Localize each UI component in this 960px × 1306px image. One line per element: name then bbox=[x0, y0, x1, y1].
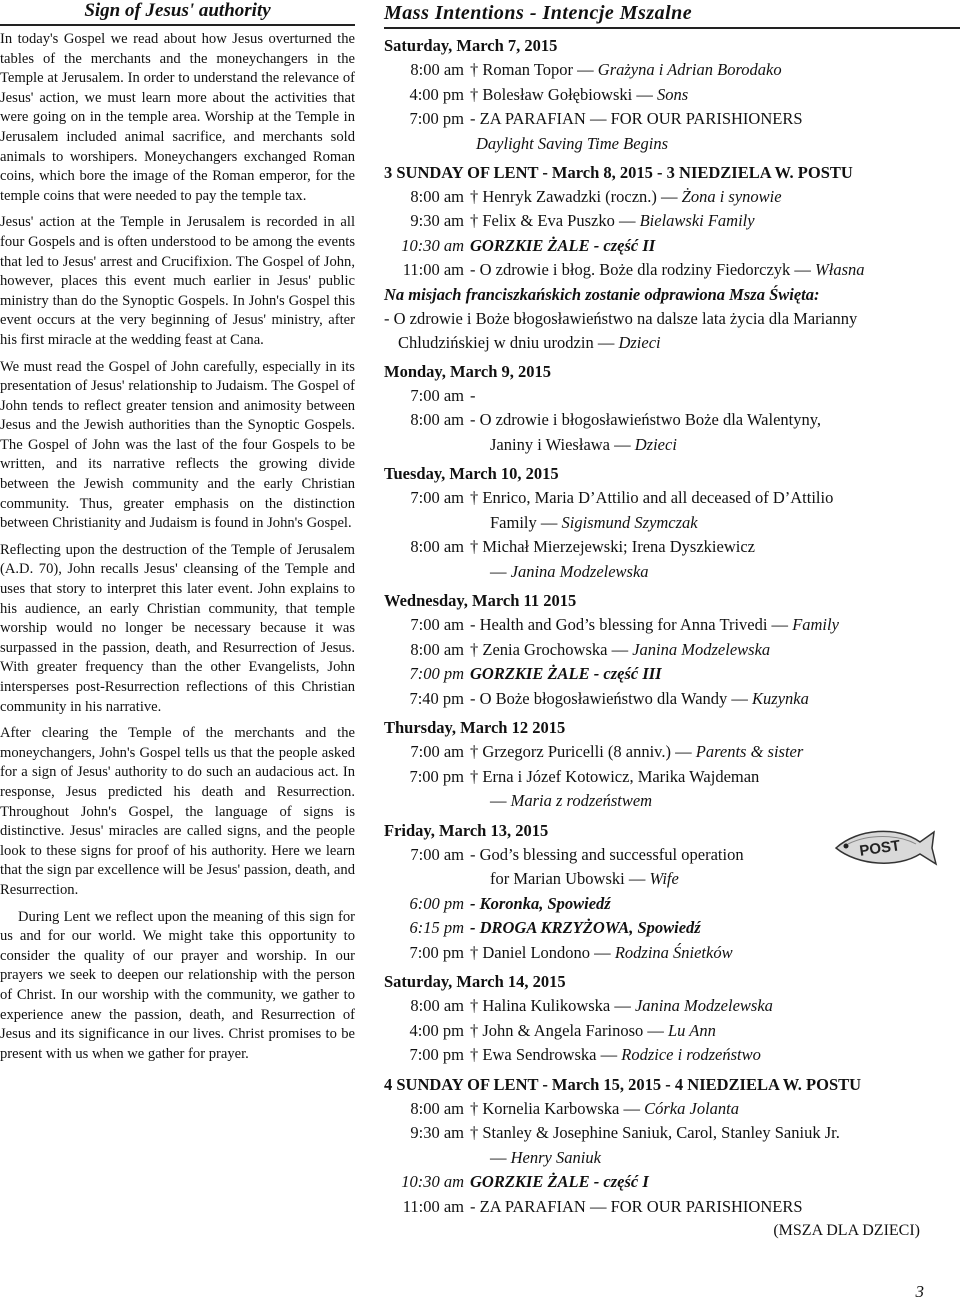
mass-time: 7:00 pm bbox=[409, 766, 464, 786]
mass-intention: † Kornelia Karbowska — bbox=[470, 1098, 645, 1118]
mass-entry bbox=[384, 994, 960, 1019]
missions-line bbox=[384, 331, 960, 355]
mass-donor: Parents & sister bbox=[695, 742, 804, 761]
mass-time: 7:00 am bbox=[410, 844, 464, 864]
article-paragraph: During Lent we reflect upon the meaning of this sign for us and for our world. We might take this opportunity to consider the quality of our prayer and worship. In our prayers we seek to deepen our relationship with the person of Christ. In our worship with the community, we gather to experience anew the passion, death, and Resurrection of Jesus and its significance in our lives. Christ promises to be present with us when we gather for prayer. bbox=[0, 908, 355, 1062]
mass-entry-continuation bbox=[384, 433, 960, 458]
mass-time: 4:00 pm bbox=[409, 1020, 464, 1040]
mass-intention: - ZA PARAFIAN — FOR OUR PARISHIONERS bbox=[470, 1196, 803, 1216]
mass-intention: — bbox=[490, 561, 511, 581]
mass-intention: † Enrico, Maria D’Attilio and all deceased of D’Attilio bbox=[470, 488, 834, 507]
mass-intention: † Felix & Eva Puszko — bbox=[470, 211, 640, 230]
mass-intention: - O zdrowie i błog. Boże dla rodziny Fiedorczyk — bbox=[470, 260, 816, 279]
mass-entry bbox=[384, 384, 960, 409]
mass-donor: Sigismund Szymczak bbox=[561, 512, 698, 532]
mass-donor: Sons bbox=[657, 84, 689, 104]
day-heading: 4 SUNDAY OF LENT - March 15, 2015 - 4 NIEDZIELA W. POSTU bbox=[384, 1074, 862, 1094]
mass-donor: Maria z rodzeństwem bbox=[510, 791, 653, 810]
mass-donor: Córka Jolanta bbox=[644, 1098, 739, 1118]
mass-intention: † Stanley & Josephine Saniuk, Carol, Stanley Saniuk Jr. bbox=[470, 1123, 840, 1142]
mass-intention: — bbox=[490, 1147, 511, 1167]
mass-intention: Family — bbox=[490, 512, 562, 532]
mass-intention: † Bolesław Gołębiowski — bbox=[470, 84, 657, 104]
closing-note: (MSZA DLA DZIECI) bbox=[773, 1222, 920, 1239]
mass-time: 7:00 am bbox=[410, 385, 464, 405]
mass-entry bbox=[384, 486, 960, 511]
mass-intention: - ZA PARAFIAN — FOR OUR PARISHIONERS bbox=[470, 109, 803, 128]
mass-intention: GORZKIE ŻALE - część III bbox=[470, 664, 662, 683]
mass-intention: † Erna i Józef Kotowicz, Marika Wajdeman bbox=[470, 766, 760, 786]
article-body bbox=[0, 30, 355, 1064]
fish-label: POST bbox=[858, 837, 902, 860]
mass-donor: Rodzice i rodzeństwo bbox=[621, 1045, 761, 1064]
day-section bbox=[384, 589, 960, 711]
mass-donor: Lu Ann bbox=[668, 1020, 716, 1040]
mass-intention: † Ewa Sendrowska — bbox=[470, 1045, 622, 1064]
page-number: 3 bbox=[915, 1282, 924, 1301]
day-section bbox=[384, 360, 960, 458]
day-heading: Saturday, March 14, 2015 bbox=[384, 972, 566, 991]
day-heading: Monday, March 9, 2015 bbox=[384, 361, 551, 381]
mass-intention: † Michał Mierzejewski; Irena Dyszkiewicz bbox=[470, 537, 755, 556]
day-section bbox=[384, 1073, 960, 1244]
mass-intention: - Health and God’s blessing for Anna Trivedi — bbox=[470, 615, 793, 634]
mass-entry bbox=[384, 234, 960, 259]
mass-intention: GORZKIE ŻALE - część II bbox=[470, 235, 656, 255]
mass-intentions-title bbox=[384, 0, 960, 29]
mass-time: 6:00 pm bbox=[409, 893, 464, 913]
mass-time: 7:00 am bbox=[410, 742, 464, 761]
mass-entry bbox=[384, 687, 960, 712]
right-column bbox=[384, 0, 960, 1243]
mass-donor: Janina Modzelewska bbox=[510, 561, 649, 581]
mass-entry bbox=[384, 613, 960, 638]
day-heading: Friday, March 13, 2015 bbox=[384, 820, 549, 840]
mass-entry bbox=[384, 1170, 960, 1195]
mass-entry bbox=[384, 1195, 960, 1220]
mass-entry bbox=[384, 1043, 960, 1068]
mass-entry-continuation bbox=[384, 1146, 960, 1171]
day-section bbox=[384, 716, 960, 814]
mass-entry bbox=[384, 941, 960, 966]
mass-time: 8:00 am bbox=[410, 996, 464, 1015]
mass-entry bbox=[384, 1097, 960, 1122]
mass-time: 10:30 am bbox=[401, 235, 464, 255]
mass-intention: - God’s blessing and successful operation bbox=[470, 844, 744, 864]
mass-time: 8:00 am bbox=[410, 60, 464, 79]
article-paragraph: After clearing the Temple of the merchants and the moneychangers, John's Gospel tells us that the people asked for a sign of Jesus' authority to do such an audacious act. In response, Jesus predicted his death and Resurrection. Throughout John's Gospel, the language of signs is distinctive. Jesus' miracles are called signs, and the people look to these signs for proof of his authority. Here we learn that the sign par excellence will be Jesus' passion, death, and Resurrection. bbox=[0, 725, 355, 898]
mass-entry bbox=[384, 58, 960, 83]
mass-time: 7:00 pm bbox=[409, 942, 464, 962]
mass-intention: - bbox=[470, 385, 476, 405]
mass-time: 9:30 am bbox=[410, 1123, 464, 1142]
mass-entry bbox=[384, 662, 960, 687]
mass-entry bbox=[384, 209, 960, 234]
article-paragraph: In today's Gospel we read about how Jesus overturned the tables of the merchants and the moneychangers in the Temple at Jerusalem. In order to understand the relevance of Jesus' action, we must learn more about the activities that were going on in the temple area. Worship at the Temple in Jerusalem included animal sacrifice, and merchants sold animals to worshipers. Moneychangers exchanged Roman coins, which bore the image of the Roman emperor, for the temple coins that were needed to pay the temple tax. bbox=[0, 31, 355, 204]
mass-intention: - O Boże błogosławieństwo dla Wandy — bbox=[470, 688, 753, 708]
mass-intention: Janiny i Wiesława — bbox=[490, 434, 635, 454]
day-heading: Wednesday, March 11 2015 bbox=[384, 591, 577, 610]
mass-time: 8:00 am bbox=[410, 639, 464, 659]
mass-time: 11:00 am bbox=[402, 1196, 464, 1216]
mass-intention: - Koronka, Spowiedź bbox=[470, 893, 611, 913]
mass-intention: GORZKIE ŻALE - część I bbox=[470, 1172, 649, 1191]
mass-intention: † Roman Topor — bbox=[470, 60, 598, 79]
day-heading: Thursday, March 12 2015 bbox=[384, 718, 566, 737]
mass-time: 6:15 pm bbox=[409, 918, 464, 937]
article-paragraph: Reflecting upon the destruction of the Temple of Jerusalem (A.D. 70), John recalls Jesus' cleansing of the Temple and uses that story to interpret this later event. John explains to his audience, an early Christian community, that temple worship would no longer be necessary because it was surpassed in the passion, death, and Resurrection of Jesus. With greater frequency than the other Evangelists, John intersperses post-Resurrection reflections of this Christian community in his narrative. bbox=[0, 541, 355, 715]
day-section bbox=[384, 970, 960, 1068]
missions-heading: Na misjach franciszkańskich zostanie odprawiona Msza Święta: bbox=[384, 284, 820, 304]
title-text: Mass Intentions - Intencje Mszalne bbox=[384, 2, 693, 24]
mass-time: 7:00 pm bbox=[409, 664, 464, 683]
mass-time: 8:00 am bbox=[410, 537, 464, 556]
left-column bbox=[0, 0, 355, 1071]
mass-time: 7:00 am bbox=[410, 488, 464, 507]
mass-intention: - O zdrowie i błogosławieństwo Boże dla Walentyny, bbox=[470, 410, 822, 429]
mass-time: 8:00 am bbox=[410, 186, 464, 206]
mass-donor: Kuzynka bbox=[752, 688, 809, 708]
mass-intention: for Marian Ubowski — bbox=[490, 869, 650, 888]
mass-time: 10:30 am bbox=[401, 1172, 464, 1191]
mass-entry bbox=[384, 258, 960, 283]
mass-entry-continuation bbox=[384, 560, 960, 585]
mass-intention: † Daniel Londono — bbox=[470, 942, 615, 962]
mass-donor: Dzieci bbox=[618, 332, 661, 352]
mass-donor: Własna bbox=[815, 260, 865, 279]
article-paragraph: We must read the Gospel of John carefully, especially in its presentation of Jesus' relationship to Judaism. The Gospel of John tends to reflect greater tension and animosity between Jesus and the Jewish authorities than the Synoptic Gospels. The Gospel of John was the last of the four Gospels to be written, and its narrative reflects the growing divide between the Jewish community and the early Christian community. Thus, greater emphasis on the distinction between Christianity and Judaism is found in John's Gospel. bbox=[0, 358, 355, 532]
mass-entry bbox=[384, 1019, 960, 1044]
mass-time: 7:00 am bbox=[410, 615, 464, 634]
day-section bbox=[384, 462, 960, 584]
mass-entry bbox=[384, 1121, 960, 1146]
day-section bbox=[384, 161, 960, 355]
mass-donor: Grażyna i Adrian Borodako bbox=[597, 60, 782, 79]
mass-intention: † John & Angela Farinoso — bbox=[470, 1020, 668, 1040]
mass-donor: Żona i synowie bbox=[681, 186, 782, 206]
mass-donor: Janina Modzelewska bbox=[634, 996, 773, 1015]
mass-donor: Family bbox=[792, 615, 839, 634]
mass-time: 7:00 pm bbox=[409, 1045, 464, 1064]
mass-time: 9:30 am bbox=[410, 211, 464, 230]
mass-entry bbox=[384, 408, 960, 433]
mass-time: 4:00 pm bbox=[409, 84, 464, 104]
mass-entry-continuation bbox=[384, 511, 960, 536]
mass-intention: † Grzegorz Puricelli (8 anniv.) — bbox=[470, 742, 696, 761]
mass-entry bbox=[384, 107, 960, 132]
mass-donor: Rodzina Śnietków bbox=[614, 942, 733, 962]
mass-entry bbox=[384, 535, 960, 560]
fish-post-icon bbox=[828, 822, 938, 872]
day-section bbox=[384, 34, 960, 156]
mass-entry bbox=[384, 740, 960, 765]
article-paragraph: Jesus' action at the Temple in Jerusalem is recorded in all four Gospels and is often understood to be among the events that led to Jesus' arrest and Crucifixion. The Gospel of John, however, places this event much earlier in Jesus' public ministry than do the Synoptic Gospels. In John's Gospel this event occurs at the very beginning of Jesus' ministry, after his first miracle at the wedding feast at Cana. bbox=[0, 214, 355, 348]
missions-text: - O zdrowie i Boże błogosławieństwo na dalsze lata życia dla Marianny bbox=[384, 308, 858, 328]
mass-entry-continuation bbox=[384, 789, 960, 814]
mass-time: 8:00 am bbox=[410, 1098, 464, 1118]
article-title: Sign of Jesus' authority bbox=[0, 0, 355, 26]
mass-donor: Wife bbox=[649, 869, 679, 888]
mass-time: 8:00 am bbox=[410, 410, 464, 429]
mass-time: 7:00 pm bbox=[409, 109, 464, 128]
mass-entry bbox=[384, 638, 960, 663]
mass-time: 7:40 pm bbox=[409, 688, 464, 708]
mass-intention: † Henryk Zawadzki (roczn.) — bbox=[470, 186, 682, 206]
missions-line bbox=[384, 307, 960, 331]
mass-intention: † Zenia Grochowska — bbox=[470, 639, 633, 659]
mass-donor: Dzieci bbox=[634, 434, 677, 454]
mass-entry bbox=[384, 892, 960, 917]
mass-intention: † Halina Kulikowska — bbox=[470, 996, 635, 1015]
mass-intention: - DROGA KRZYŻOWA, Spowiedź bbox=[470, 918, 701, 937]
schedule-note: Daylight Saving Time Begins bbox=[476, 133, 669, 153]
mass-intention: — bbox=[490, 791, 511, 810]
mass-entry bbox=[384, 765, 960, 790]
day-heading: Tuesday, March 10, 2015 bbox=[384, 464, 559, 483]
day-heading: 3 SUNDAY OF LENT - March 8, 2015 - 3 NIEDZIELA W. POSTU bbox=[384, 162, 853, 182]
mass-donor: Bielawski Family bbox=[639, 211, 755, 230]
mass-entry bbox=[384, 916, 960, 941]
mass-schedule bbox=[384, 34, 960, 1243]
mass-entry bbox=[384, 185, 960, 210]
mass-donor: Henry Saniuk bbox=[510, 1147, 601, 1167]
missions-text: Chludzińskiej w dniu urodzin — bbox=[398, 332, 619, 352]
mass-time: 11:00 am bbox=[402, 260, 464, 279]
mass-entry bbox=[384, 83, 960, 108]
day-heading: Saturday, March 7, 2015 bbox=[384, 36, 558, 55]
mass-donor: Janina Modzelewska bbox=[632, 639, 771, 659]
